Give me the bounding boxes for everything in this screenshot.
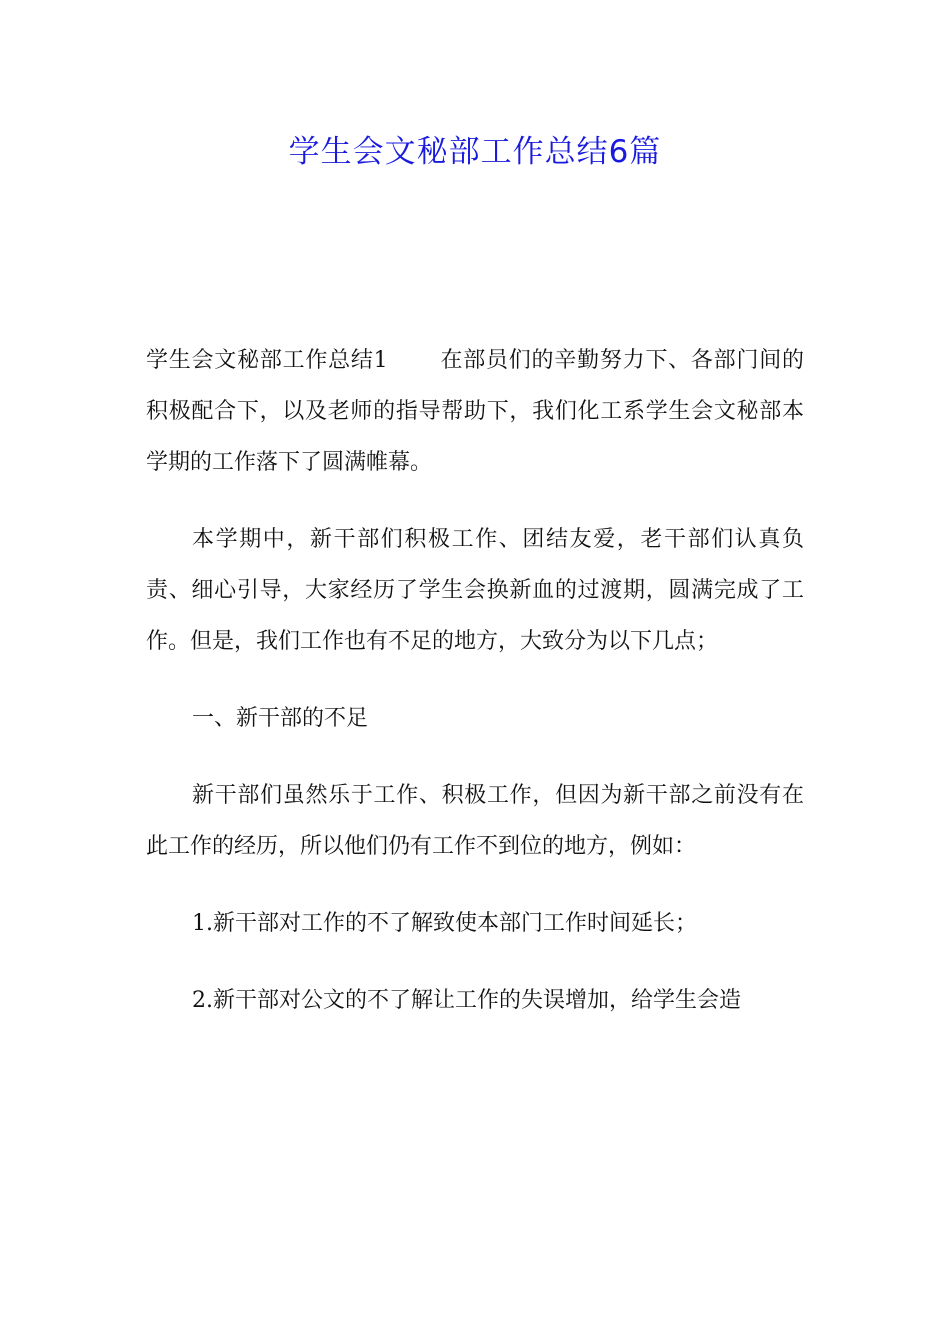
paragraph-gap <box>146 872 804 898</box>
document-title: 学生会文秘部工作总结6篇 <box>288 134 662 170</box>
paragraph-gap <box>146 744 804 770</box>
paragraph-gap <box>146 667 804 693</box>
paragraph-2: 本学期中，新干部们积极工作、团结友爱，老干部们认真负责、细心引导，大家经历了学生会换新血的过渡期，圆满完成了工作。但是，我们工作也有不足的地方，大致分为以下几点； <box>146 527 804 654</box>
paragraph-1-text: 在部员们的辛勤努力下、各部门间的积极配合下，以及老师的指导帮助下，我们化工系学生会文秘部本学期的工作落下了圆满帷幕。 <box>146 348 804 475</box>
paragraph-gap <box>146 488 804 514</box>
paragraph-5: 1.新干部对工作的不了解致使本部门工作时间延长； <box>192 911 697 936</box>
section-heading: 学生会文秘部工作总结1 <box>146 348 388 373</box>
paragraph-6: 2.新干部对公文的不了解让工作的失误增加，给学生会造 <box>192 988 741 1013</box>
paragraph-4: 新干部们虽然乐于工作、积极工作，但因为新干部之前没有在此工作的经历，所以他们仍有工作不到位的地方，例如： <box>146 783 804 859</box>
document-body <box>146 335 804 1026</box>
paragraph-gap <box>146 949 804 975</box>
paragraph-3: 一、新干部的不足 <box>192 706 369 731</box>
paragraph-1 <box>146 335 804 488</box>
